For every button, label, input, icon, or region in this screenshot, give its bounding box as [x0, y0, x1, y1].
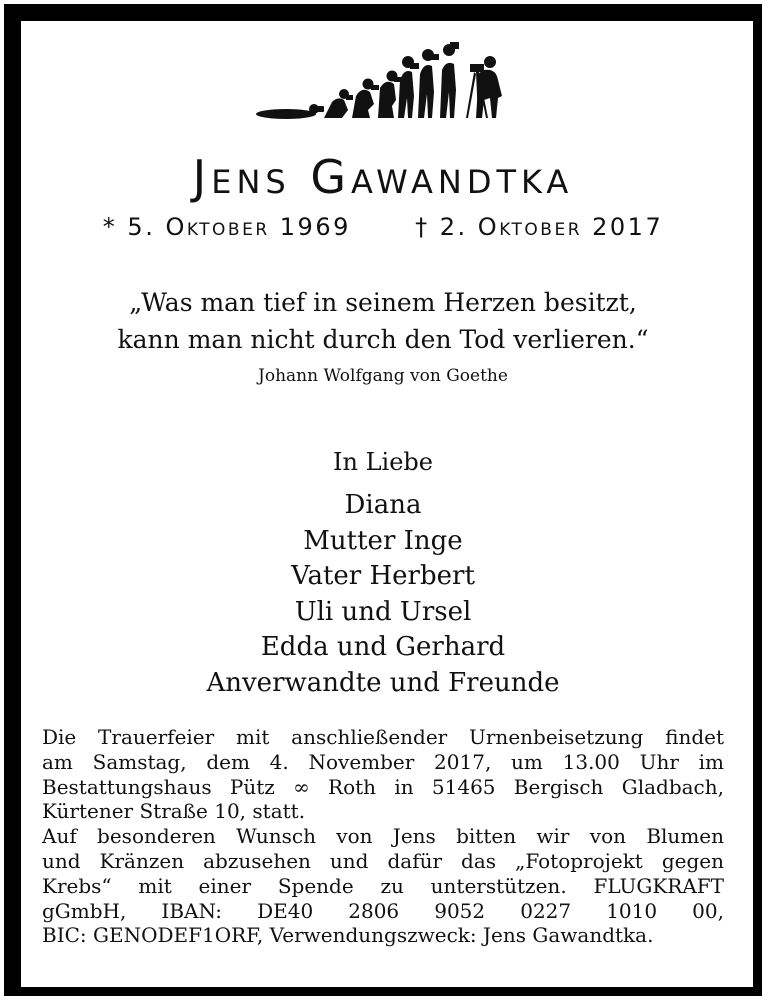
mourners-list	[0, 488, 766, 701]
quote	[0, 284, 766, 358]
funeral-notice	[42, 725, 724, 948]
notice-line: und Kränzen abzusehen und dafür das „Fotoprojekt gegen	[42, 848, 724, 873]
mourner-name: Diana	[344, 490, 422, 520]
quote-line: kann man nicht durch den Tod verlieren.“	[117, 325, 649, 354]
quote-author: Johann Wolfgang von Goethe	[258, 366, 508, 386]
deceased-name: Jens Gawandtka	[192, 150, 574, 204]
photographer-evolution-icon	[252, 40, 514, 122]
mourner-name: Edda und Gerhard	[260, 632, 506, 662]
notice-line: Krebs“ mit einer Spende zu unterstützen. FLUGKRAFT	[42, 873, 724, 898]
notice-line: BIC: GENODEF1ORF, Verwendungszweck: Jens Gawandtka.	[42, 923, 654, 948]
birth-date: 5. Oktober 1969	[127, 213, 351, 241]
mourner-name: Uli und Ursel	[294, 596, 472, 627]
notice-line: Bestattungshaus Pütz ∞ Roth in 51465 Bergisch Gladbach,	[42, 774, 724, 799]
death-cross-icon: †	[415, 213, 430, 241]
notice-line: Auf besonderen Wunsch von Jens bitten wir von Blumen	[42, 824, 724, 849]
notice-line: am Samstag, dem 4. November 2017, um 13.00 Uhr im	[42, 749, 724, 774]
death-date: 2. Oktober 2017	[439, 213, 664, 241]
mourner-name: Mutter Inge	[303, 525, 463, 556]
notice-line: Die Trauerfeier mit anschließender Urnenbeisetzung findet	[42, 725, 724, 749]
mourner-name: Vater Herbert	[291, 561, 475, 591]
life-dates	[0, 213, 766, 241]
notice-line: Kürtener Straße 10, statt.	[42, 799, 306, 824]
quote-line: „Was man tief in seinem Herzen besitzt,	[129, 288, 637, 317]
mourners-intro: In Liebe	[333, 448, 433, 476]
notice-line: gGmbH, IBAN: DE40 2806 9052 0227 1010 00,	[42, 898, 724, 923]
birth-star-icon: *	[102, 213, 118, 241]
mourner-name: Anverwandte und Freunde	[206, 667, 560, 698]
